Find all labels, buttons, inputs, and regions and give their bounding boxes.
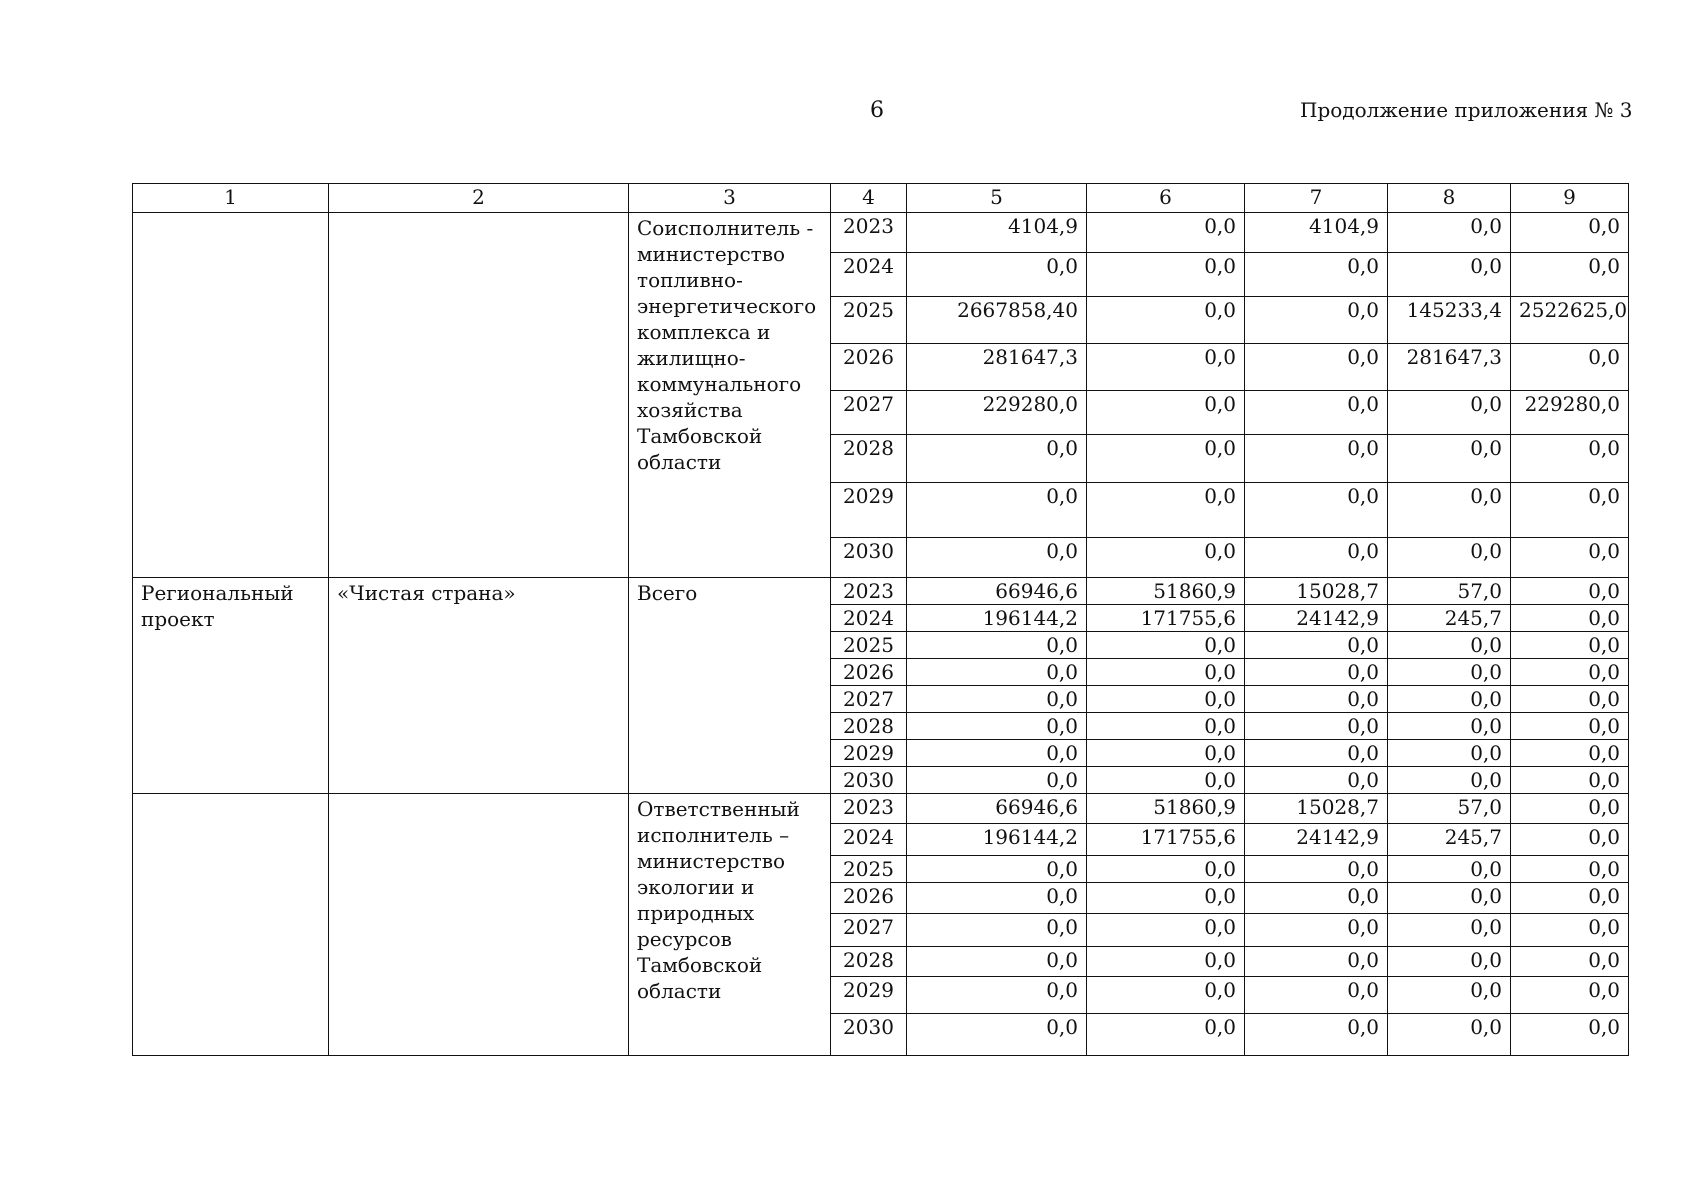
column-number-6: 6 (1087, 184, 1245, 213)
total-cell: 0,0 (907, 538, 1087, 578)
extrabudgetary-cell: 0,0 (1511, 824, 1629, 856)
regional-budget-cell: 0,0 (1245, 856, 1388, 883)
regional-budget-cell: 0,0 (1245, 538, 1388, 578)
federal-budget-cell: 0,0 (1087, 914, 1245, 947)
local-budget-cell: 245,7 (1388, 605, 1511, 632)
column-number-8: 8 (1388, 184, 1511, 213)
local-budget-cell: 0,0 (1388, 538, 1511, 578)
total-cell: 0,0 (907, 435, 1087, 483)
table-row (133, 794, 1629, 824)
column-number-3: 3 (629, 184, 831, 213)
year-cell: 2027 (831, 391, 907, 435)
federal-budget-cell: 0,0 (1087, 883, 1245, 914)
total-cell: 0,0 (907, 253, 1087, 297)
extrabudgetary-cell: 0,0 (1511, 578, 1629, 605)
year-cell: 2025 (831, 632, 907, 659)
regional-budget-cell: 0,0 (1245, 659, 1388, 686)
regional-budget-cell: 0,0 (1245, 883, 1388, 914)
extrabudgetary-cell: 0,0 (1511, 740, 1629, 767)
extrabudgetary-cell: 0,0 (1511, 213, 1629, 253)
regional-budget-cell: 0,0 (1245, 686, 1388, 713)
federal-budget-cell: 51860,9 (1087, 578, 1245, 605)
year-cell: 2030 (831, 538, 907, 578)
total-cell: 281647,3 (907, 344, 1087, 391)
federal-budget-cell: 0,0 (1087, 977, 1245, 1014)
total-cell: 0,0 (907, 632, 1087, 659)
total-cell: 66946,6 (907, 794, 1087, 824)
executor-cell: Соисполнитель - министерство топливно-энергетического комплекса и жилищно-коммунального хозяйства Тамбовской области (629, 213, 831, 578)
column-number-1: 1 (133, 184, 329, 213)
year-cell: 2023 (831, 213, 907, 253)
regional-budget-cell: 0,0 (1245, 767, 1388, 794)
federal-budget-cell: 0,0 (1087, 391, 1245, 435)
federal-budget-cell: 171755,6 (1087, 605, 1245, 632)
regional-budget-cell: 15028,7 (1245, 794, 1388, 824)
extrabudgetary-cell: 229280,0 (1511, 391, 1629, 435)
total-cell: 0,0 (907, 856, 1087, 883)
column-number-row (133, 184, 1629, 213)
total-cell: 0,0 (907, 947, 1087, 977)
regional-budget-cell: 0,0 (1245, 914, 1388, 947)
extrabudgetary-cell: 0,0 (1511, 538, 1629, 578)
event-type-cell: Региональный проект (133, 578, 329, 794)
event-name-cell (329, 794, 629, 1056)
column-number-9: 9 (1511, 184, 1629, 213)
executor-cell: Ответственный исполнитель – министерство экологии и природных ресурсов Тамбовской области (629, 794, 831, 1056)
table-row (133, 578, 1629, 605)
regional-budget-cell: 0,0 (1245, 947, 1388, 977)
extrabudgetary-cell: 0,0 (1511, 605, 1629, 632)
total-cell: 0,0 (907, 977, 1087, 1014)
total-cell: 0,0 (907, 914, 1087, 947)
regional-budget-cell: 0,0 (1245, 344, 1388, 391)
local-budget-cell: 245,7 (1388, 824, 1511, 856)
federal-budget-cell: 171755,6 (1087, 824, 1245, 856)
extrabudgetary-cell: 0,0 (1511, 767, 1629, 794)
column-number-7: 7 (1245, 184, 1388, 213)
total-cell: 0,0 (907, 713, 1087, 740)
total-cell: 229280,0 (907, 391, 1087, 435)
federal-budget-cell: 0,0 (1087, 253, 1245, 297)
extrabudgetary-cell: 0,0 (1511, 794, 1629, 824)
year-cell: 2026 (831, 659, 907, 686)
local-budget-cell: 0,0 (1388, 391, 1511, 435)
local-budget-cell: 145233,4 (1388, 297, 1511, 344)
total-cell: 2667858,40 (907, 297, 1087, 344)
financing-table (132, 183, 1629, 1056)
year-cell: 2030 (831, 767, 907, 794)
federal-budget-cell: 0,0 (1087, 659, 1245, 686)
regional-budget-cell: 15028,7 (1245, 578, 1388, 605)
local-budget-cell: 0,0 (1388, 713, 1511, 740)
extrabudgetary-cell: 0,0 (1511, 344, 1629, 391)
year-cell: 2024 (831, 605, 907, 632)
extrabudgetary-cell: 0,0 (1511, 483, 1629, 538)
total-cell: 0,0 (907, 659, 1087, 686)
extrabudgetary-cell: 2522625,0 (1511, 297, 1629, 344)
year-cell: 2028 (831, 435, 907, 483)
regional-budget-cell: 0,0 (1245, 977, 1388, 1014)
federal-budget-cell: 0,0 (1087, 435, 1245, 483)
extrabudgetary-cell: 0,0 (1511, 253, 1629, 297)
regional-budget-cell: 0,0 (1245, 713, 1388, 740)
local-budget-cell: 281647,3 (1388, 344, 1511, 391)
extrabudgetary-cell: 0,0 (1511, 914, 1629, 947)
federal-budget-cell: 51860,9 (1087, 794, 1245, 824)
regional-budget-cell: 0,0 (1245, 632, 1388, 659)
column-number-2: 2 (329, 184, 629, 213)
federal-budget-cell: 0,0 (1087, 767, 1245, 794)
extrabudgetary-cell: 0,0 (1511, 1014, 1629, 1056)
local-budget-cell: 0,0 (1388, 483, 1511, 538)
federal-budget-cell: 0,0 (1087, 713, 1245, 740)
year-cell: 2028 (831, 713, 907, 740)
total-cell: 0,0 (907, 1014, 1087, 1056)
executor-cell: Всего (629, 578, 831, 794)
regional-budget-cell: 0,0 (1245, 435, 1388, 483)
federal-budget-cell: 0,0 (1087, 213, 1245, 253)
year-cell: 2029 (831, 977, 907, 1014)
local-budget-cell: 57,0 (1388, 578, 1511, 605)
appendix-continuation-note: Продолжение приложения № 3 (1300, 98, 1633, 122)
federal-budget-cell: 0,0 (1087, 344, 1245, 391)
page-number: 6 (870, 98, 884, 123)
local-budget-cell: 0,0 (1388, 740, 1511, 767)
year-cell: 2023 (831, 794, 907, 824)
extrabudgetary-cell: 0,0 (1511, 977, 1629, 1014)
year-cell: 2024 (831, 824, 907, 856)
regional-budget-cell: 0,0 (1245, 391, 1388, 435)
column-number-4: 4 (831, 184, 907, 213)
regional-budget-cell: 0,0 (1245, 297, 1388, 344)
year-cell: 2025 (831, 856, 907, 883)
local-budget-cell: 0,0 (1388, 659, 1511, 686)
year-cell: 2025 (831, 297, 907, 344)
total-cell: 0,0 (907, 686, 1087, 713)
event-name-cell: «Чистая страна» (329, 578, 629, 794)
extrabudgetary-cell: 0,0 (1511, 883, 1629, 914)
event-type-cell (133, 213, 329, 578)
table-row (133, 213, 1629, 253)
extrabudgetary-cell: 0,0 (1511, 713, 1629, 740)
regional-budget-cell: 0,0 (1245, 253, 1388, 297)
local-budget-cell: 0,0 (1388, 767, 1511, 794)
year-cell: 2029 (831, 740, 907, 767)
federal-budget-cell: 0,0 (1087, 947, 1245, 977)
federal-budget-cell: 0,0 (1087, 1014, 1245, 1056)
total-cell: 196144,2 (907, 605, 1087, 632)
total-cell: 196144,2 (907, 824, 1087, 856)
regional-budget-cell: 24142,9 (1245, 824, 1388, 856)
total-cell: 0,0 (907, 767, 1087, 794)
total-cell: 0,0 (907, 883, 1087, 914)
year-cell: 2027 (831, 914, 907, 947)
extrabudgetary-cell: 0,0 (1511, 947, 1629, 977)
year-cell: 2024 (831, 253, 907, 297)
local-budget-cell: 0,0 (1388, 213, 1511, 253)
local-budget-cell: 0,0 (1388, 977, 1511, 1014)
year-cell: 2029 (831, 483, 907, 538)
total-cell: 0,0 (907, 740, 1087, 767)
local-budget-cell: 0,0 (1388, 883, 1511, 914)
federal-budget-cell: 0,0 (1087, 856, 1245, 883)
event-name-cell (329, 213, 629, 578)
total-cell: 4104,9 (907, 213, 1087, 253)
year-cell: 2023 (831, 578, 907, 605)
regional-budget-cell: 0,0 (1245, 740, 1388, 767)
extrabudgetary-cell: 0,0 (1511, 435, 1629, 483)
local-budget-cell: 0,0 (1388, 1014, 1511, 1056)
total-cell: 0,0 (907, 483, 1087, 538)
year-cell: 2026 (831, 344, 907, 391)
regional-budget-cell: 4104,9 (1245, 213, 1388, 253)
federal-budget-cell: 0,0 (1087, 632, 1245, 659)
year-cell: 2026 (831, 883, 907, 914)
federal-budget-cell: 0,0 (1087, 686, 1245, 713)
federal-budget-cell: 0,0 (1087, 483, 1245, 538)
local-budget-cell: 0,0 (1388, 914, 1511, 947)
year-cell: 2030 (831, 1014, 907, 1056)
regional-budget-cell: 0,0 (1245, 483, 1388, 538)
federal-budget-cell: 0,0 (1087, 297, 1245, 344)
local-budget-cell: 0,0 (1388, 686, 1511, 713)
extrabudgetary-cell: 0,0 (1511, 632, 1629, 659)
local-budget-cell: 0,0 (1388, 435, 1511, 483)
extrabudgetary-cell: 0,0 (1511, 856, 1629, 883)
event-type-cell (133, 794, 329, 1056)
local-budget-cell: 0,0 (1388, 856, 1511, 883)
local-budget-cell: 0,0 (1388, 632, 1511, 659)
local-budget-cell: 0,0 (1388, 947, 1511, 977)
extrabudgetary-cell: 0,0 (1511, 686, 1629, 713)
column-number-5: 5 (907, 184, 1087, 213)
year-cell: 2028 (831, 947, 907, 977)
extrabudgetary-cell: 0,0 (1511, 659, 1629, 686)
federal-budget-cell: 0,0 (1087, 740, 1245, 767)
federal-budget-cell: 0,0 (1087, 538, 1245, 578)
local-budget-cell: 57,0 (1388, 794, 1511, 824)
total-cell: 66946,6 (907, 578, 1087, 605)
local-budget-cell: 0,0 (1388, 253, 1511, 297)
regional-budget-cell: 24142,9 (1245, 605, 1388, 632)
regional-budget-cell: 0,0 (1245, 1014, 1388, 1056)
year-cell: 2027 (831, 686, 907, 713)
